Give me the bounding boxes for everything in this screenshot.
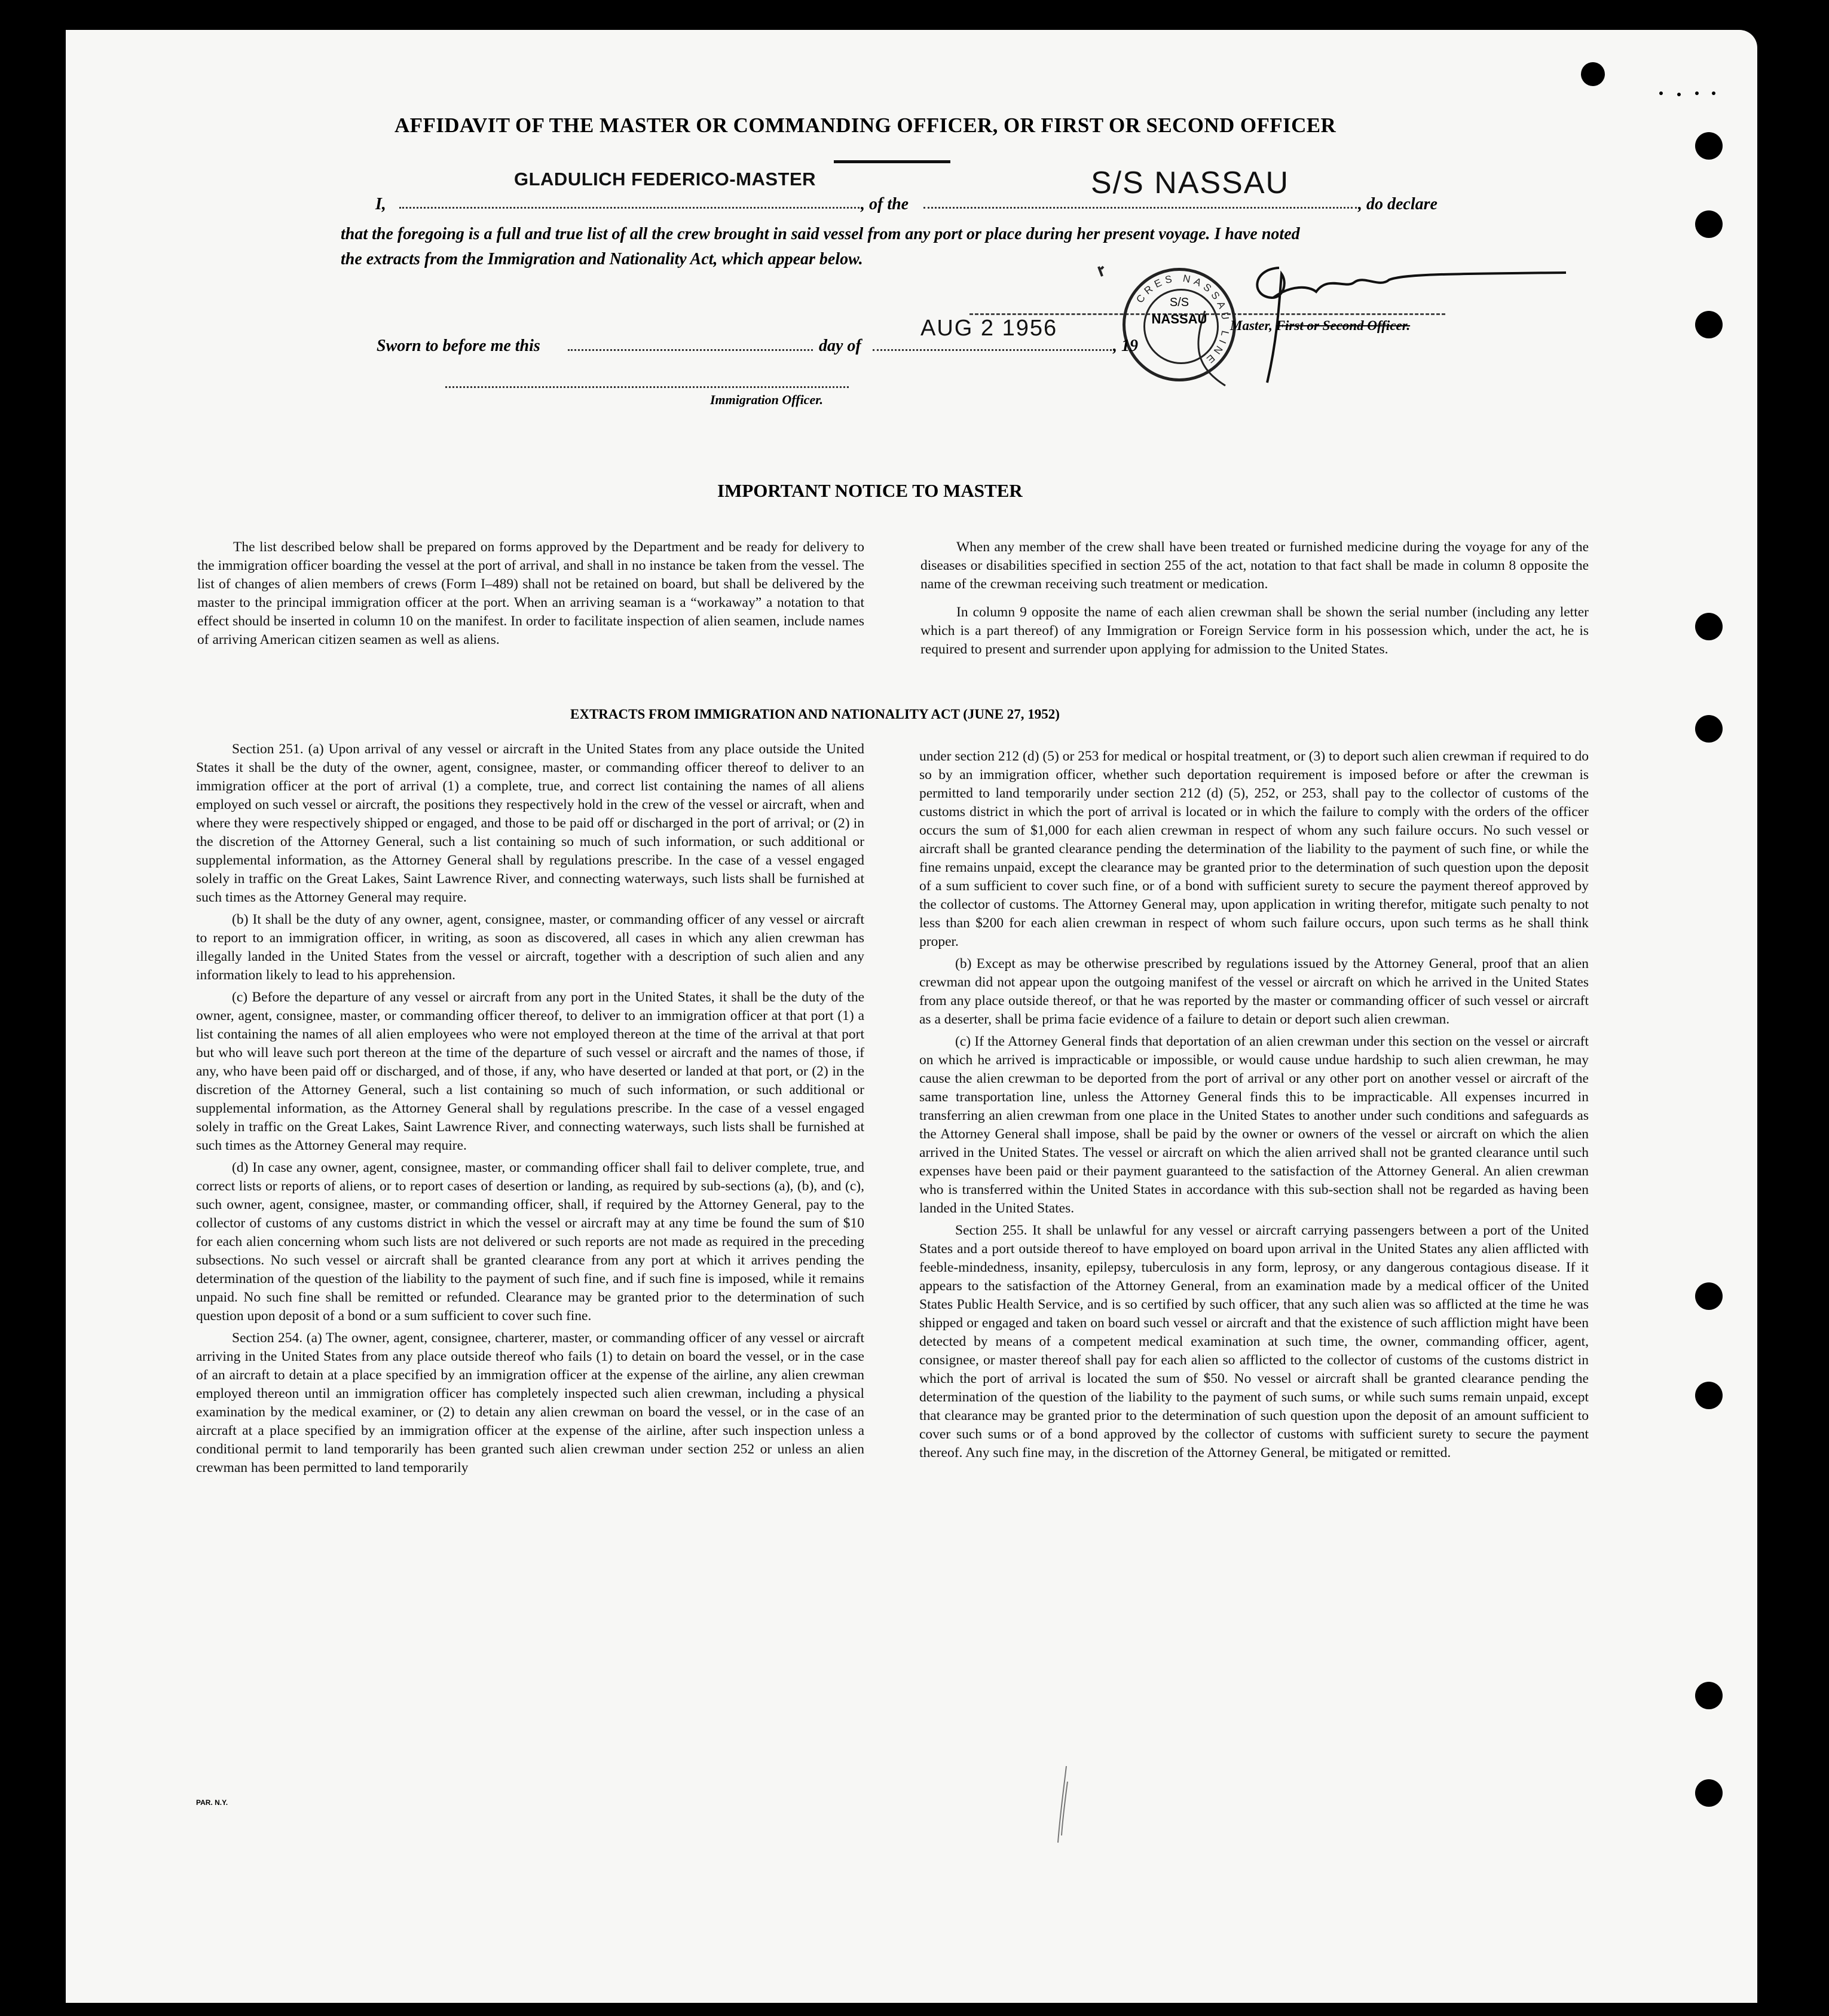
extracts-left-column <box>196 740 864 1481</box>
do-declare-label: , do declare <box>1358 195 1437 213</box>
extract-paragraph: (c) If the Attorney General finds that deportation of an alien crewman under this section on the vessel or aircraft on which he arrived is impracticable or impossible, or would cause undue hardship to such alien crewman, he may cause the alien crewman to be deported from the port of arrival or any other port on another vessel or aircraft of the same transportation line, unless the Attorney General finds this to be impracticable. All expenses incurred in transferring an alien crewman from one place in the United States to another under such conditions and safeguards as the Attorney General shall impose, shall be paid by the owner or owners of the vessel or aircraft on which the alien arrived in the United States. The vessel or aircraft on which the alien arrived shall not be granted clearance until such expenses have been paid or their payment guaranteed to the satisfaction of the Attorney General. An alien crewman who is transferred within the United States in accordance with this sub-section shall not be regarded as having been landed in the United States. <box>919 1034 1589 1216</box>
officer-fill-line <box>445 386 849 388</box>
company-seal-stamp <box>1123 268 1236 381</box>
date-fill-line <box>873 349 1112 351</box>
extract-paragraph: under section 212 (d) (5) or 253 for medical or hospital treatment, or (3) to deport such alien crewman if required to do so by an immigration officer, whether such deportation requirement is imposed before or after the crewman is permitted to land temporarily under section 212 (d) (5), 252, or 253, shall pay to the collector of customs of the customs district in which the port of arrival is located or in which the failure to comply with the orders of the officer occurs the sum of $1,000 for each alien crewman in respect of whom any such failure occurs. No such vessel or aircraft shall be granted clearance pending the determination of the liability to the payment of such fine, or while the fine remains unpaid, except the clearance may be granted prior to the determination of such question upon the deposit of a sum sufficient to cover such fine, or of a bond with sufficient surety to secure the payment thereof approved by the collector of customs. The Attorney General may, upon application in writing therefor, mitigate such penalty to not less than $200 for each alien crewman in respect of whom such failure occurs, upon such terms as he shall think proper. <box>919 749 1589 949</box>
sworn-date-stamp: AUG 2 1956 <box>920 316 1058 341</box>
notice-paragraph: The list described below shall be prepared on forms approved by the Department and be ready for delivery to the immigration officer boarding the vessel at the port of arrival, and shall in no instance be taken from the vessel. The list of changes of alien members of crews (Form I–489) shall not be retained on board, but shall be delivered by the master to the principal immigration officer at the port. When an arriving seaman is a “workaway” a notation to that effect should be inserted in column 10 on the manifest. In order to facilitate inspection of alien seamen, include names of arriving American citizen seamen as well as aliens. <box>197 539 864 647</box>
extract-paragraph: (d) In case any owner, agent, consignee, master, or commanding officer shall fail to deliver complete, true, and correct lists or reports of aliens, or to report cases of desertion or landing, as required by sub-sections (a), (b), and (c), such owner, agent, consignee, master, or commanding officer, shall, if required by the Attorney General, pay to the collector of customs of any customs district in which the vessel or aircraft may at any time be found the sum of $10 for each alien concerning whom such lists are not delivered or such reports are not made as required in the preceding subsections. No such vessel or aircraft shall be granted clearance from any port at which it arrives pending the determination of the question of the liability to the payment of such fine, and if such fine is imposed, while it remains unpaid. No such fine shall be remitted or refunded. Clearance may be granted prior to the determination of such question upon deposit of a bond or a sum sufficient to cover such fine. <box>196 1160 864 1324</box>
stamp-ring-text: CRES NASSAU LINE <box>1134 272 1232 368</box>
binder-hole <box>1695 210 1723 238</box>
paper-speck <box>1712 91 1715 95</box>
notice-right-column <box>920 538 1589 662</box>
year-suffix: , 19 <box>1113 337 1138 355</box>
binder-hole <box>1695 1682 1723 1709</box>
binder-hole <box>1695 1382 1723 1409</box>
role-label <box>1230 318 1410 334</box>
day-of-label: day of <box>819 337 861 355</box>
declaration-line-3: the extracts from the Immigration and Nationality Act, which appear below. <box>341 250 863 268</box>
paper-speck <box>1695 91 1699 95</box>
vessel-name: S/S NASSAU <box>1091 166 1290 200</box>
extract-paragraph: (c) Before the departure of any vessel or aircraft from any port in the United States, it shall be the duty of the owner, agent, consignee, master, or commanding officer thereof, to deliver to an immigration officer at that port (1) a list containing the names of all alien employees who were not employed thereon at the time of the arrival at that port but who will leave such port thereon at the time of the departure of such vessel or aircraft and the names of those, if any, who have been paid off or discharged, and of those, if any, who have deserted or landed at that port, or (2) in the discretion of the Attorney General, such a list containing so much of such information, or such additional or supplemental information, as the Attorney General shall by regulations prescribe. In the case of a vessel engaged solely in traffic on the Great Lakes, Saint Lawrence River, and connecting waterways, such lists shall be furnished at such times as the Attorney General may require. <box>196 989 864 1153</box>
vessel-fill-line <box>923 207 1357 209</box>
binder-hole <box>1695 613 1723 640</box>
sworn-day-fill-line <box>568 349 813 351</box>
i-label: I, <box>375 195 386 213</box>
binder-hole <box>1695 715 1723 743</box>
notice-left-column <box>197 538 864 653</box>
paper-speck <box>1677 93 1681 96</box>
role-master: Master, <box>1230 318 1273 333</box>
paper-speck <box>1659 91 1663 95</box>
notice-heading: IMPORTANT NOTICE TO MASTER <box>717 480 1023 501</box>
extract-paragraph: Section 251. (a) Upon arrival of any vessel or aircraft in the United States from any place outside the United States it shall be the duty of the owner, agent, consignee, master, or commanding officer thereof to deliver to an immigration officer at the port of arrival (1) a complete, true, and correct list containing the names of all aliens employed on such vessel or aircraft, the positions they respectively hold in the crew of the vessel or aircraft, when and where they were respectively shipped or engaged, and those to be paid off or discharged in the port of arrival; or (2) in the discretion of the Attorney General, such a list containing so much of such information, or such additional or supplemental information, as the Attorney General shall by regulations prescribe. In the case of a vessel engaged solely in traffic on the Great Lakes, Saint Lawrence River, and connecting waterways, such lists shall be furnished at such times as the Attorney General may require. <box>196 741 864 905</box>
of-the-label: , of the <box>861 195 909 213</box>
pencil-mark <box>1052 1764 1076 1847</box>
extract-paragraph: Section 254. (a) The owner, agent, consignee, charterer, master, or commanding officer of any vessel or aircraft arriving in the United States from any place outside thereof who fails (1) to detain on board the vessel, or in the case of an aircraft to detain at a place specified by an immigration officer at the expense of the airline, any alien crewman employed thereon until an immigration officer has completely inspected such alien crewman, including a physical examination by the medical examiner, or (2) to detain any alien crewman on board the vessel, or in the case of an aircraft at a place specified by an immigration officer at the expense of the airline, after such inspection unless a conditional permit to land temporarily has been granted such alien crewman under section 252 or unless an alien crewman has been permitted to land temporarily <box>196 1330 864 1476</box>
notice-paragraph: In column 9 opposite the name of each alien crewman shall be shown the serial number (including any letter which is a part thereof) of any Immigration or Foreign Service form in his possession which, under the act, he is required to present and surrender upon applying for admission to the United States. <box>920 604 1589 657</box>
master-name: GLADULICH FEDERICO-MASTER <box>514 169 816 190</box>
binder-hole <box>1695 132 1723 160</box>
affidavit-title: AFFIDAVIT OF THE MASTER OR COMMANDING OFFICER, OR FIRST OR SECOND OFFICER <box>394 114 1336 137</box>
stamp-ss: S/S <box>1169 296 1189 309</box>
sworn-label: Sworn to before me this <box>377 337 540 355</box>
extract-paragraph: (b) Except as may be otherwise prescribed by regulations issued by the Attorney General, proof that an alien crewman did not appear upon the outgoing manifest of the vessel or aircraft on which he arrived in the United States from any place outside thereof, or that he was reported by the master or commanding officer of such vessel or aircraft as a deserter, shall be prima facie evidence of a failure to detain or deport such alien crewman. <box>919 956 1589 1027</box>
binder-hole <box>1581 62 1605 86</box>
printer-mark: PAR. N.Y. <box>196 1798 228 1807</box>
name-fill-line <box>399 207 860 209</box>
binder-hole <box>1695 1282 1723 1310</box>
declaration-line-2: that the foregoing is a full and true list of all the crew brought in said vessel from any port or place during her present voyage. I have noted <box>341 225 1300 243</box>
binder-hole <box>1695 1779 1723 1807</box>
immigration-officer-label: Immigration Officer. <box>710 392 824 407</box>
extract-paragraph: Section 255. It shall be unlawful for any vessel or aircraft carrying passengers between a port of the United States and a port outside thereof to have employed on board upon arrival in the United States any alien afflicted with feeble-mindedness, insanity, epilepsy, tuberculosis in any form, leprosy, or any dangerous contagious disease. If it appears to the satisfaction of the Attorney General, from an examination made by a medical officer of the United States Public Health Service, and is so certified by such officer, that any such alien was so afflicted at the time he was shipped or engaged and taken on board such vessel or aircraft and that the existence of such affliction might have been detected by means of a competent medical examination at such time, the owner, commanding officer, agent, consignee, or master thereof shall pay for each alien so afflicted to the collector of customs of the customs district in which the port of arrival is located the sum of $50. No vessel or aircraft shall be granted clearance pending the determination of the question of the liability to the payment of such sums, or while such sums remain unpaid, except that clearance may be granted prior to the determination of such question upon the deposit of an amount sufficient to cover such sums or of a bond approved by the collector of customs with sufficient surety to secure the payment thereof. Any such fine may, in the discretion of the Attorney General, be mitigated or remitted. <box>919 1223 1589 1461</box>
extracts-heading: EXTRACTS FROM IMMIGRATION AND NATIONALITY ACT (JUNE 27, 1952) <box>570 707 1060 722</box>
notice-paragraph: When any member of the crew shall have been treated or furnished medicine during the voyage for any of the diseases or disabilities specified in section 255 of the act, notation to that fact shall be made in column 8 opposite the name of the crewman receiving such treatment or medication. <box>920 539 1589 592</box>
extracts-right-column <box>919 747 1589 1466</box>
binder-hole <box>1695 311 1723 338</box>
title-rule <box>834 160 950 163</box>
role-struck-officer: First or Second Officer. <box>1276 318 1411 333</box>
stamp-name: NASSAU <box>1151 311 1207 326</box>
extract-paragraph: (b) It shall be the duty of any owner, agent, consignee, master, or commanding officer of any vessel or aircraft to report to an immigration officer, in writing, as soon as discovered, all cases in which any alien crewman has illegally landed in the United States from the vessel or aircraft, together with a description of such alien and any information likely to lead to his apprehension. <box>196 912 864 983</box>
